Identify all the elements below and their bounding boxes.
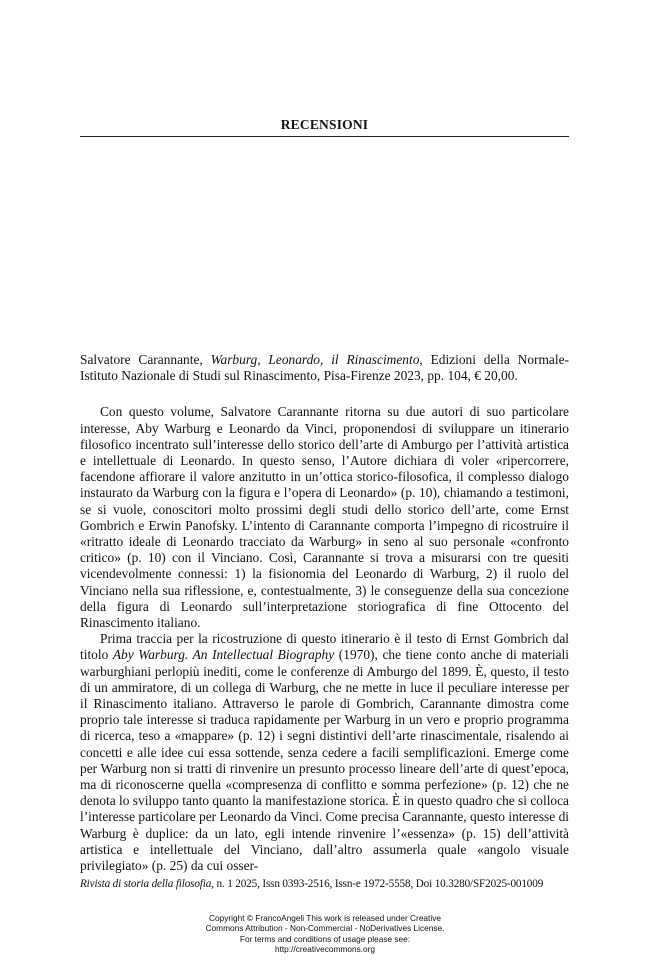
cited-work-title: Aby Warburg. An Intellectual Biography xyxy=(112,647,335,663)
copyright-notice xyxy=(160,913,490,954)
citation-publication-details: , Edizioni della Normale-Istituto Nazionale di Studi sul Rinascimento, Pisa-Firenze 2023, pp. 104, € 20,00. xyxy=(80,352,569,384)
review-body xyxy=(80,352,569,874)
section-header: RECENSIONI xyxy=(280,117,369,132)
book-citation xyxy=(80,352,569,384)
copyright-line-2: Commons Attribution - Non-Commercial - NoDerivatives License. xyxy=(205,923,445,934)
copyright-line-1: Copyright © FrancoAngeli This work is released under Creative xyxy=(209,913,441,923)
paragraph-1: Con questo volume, Salvatore Carannante ritorna su due autori di suo particolare interesse, Aby Warburg e Leonardo da Vinci, proponendosi di sviluppare un itinerario filosofico incentrato sull’interesse dello storico dell’arte di Amburgo per l’attività artistica e intellettuale di Leonardo. In questo senso, l’Autore dichiara di voler «ripercorrere, facendone affiorare il valore anzitutto in un’ottica storico-filosofica, il complesso dialogo instaurato da Warburg con la figura e l’opera di Leonardo» (p. 10), chiamando a testimoni, se si vuole, conoscitori molto prossimi degli studi dello storico dell’arte, come Ernst Gombrich e Erwin Panofsky. L’intento di Carannante comporta l’impegno di ricostruire il «ritratto ideale di Leonardo tracciato da Warburg» in seno al suo personale «confronto critico» (p. 10) con il Vinciano. Così, Carannante si trova a misurarsi con tre quesiti vicendevolmente connessi: 1) la fisionomia del Leonardo di Warburg, 2) il ruolo del Vinciano nella sua riflessione, e, contestualmente, 3) le conseguenze della sua concezione della figura di Leonardo sull’interpretazione storiografica di fine Ottocento del Rinascimento italiano. xyxy=(80,404,569,631)
citation-author: Salvatore Carannante, xyxy=(80,352,211,367)
paragraph-2-text-a: Prima traccia per la ricostruzione di questo itinerario è il testo di Ernst Gombrich dal titolo xyxy=(80,631,569,663)
paragraph-2 xyxy=(80,631,569,874)
journal-name: Rivista di storia della filosofia xyxy=(80,878,212,890)
header-rule xyxy=(80,136,569,137)
citation-book-title: Warburg, Leonardo, il Rinascimento xyxy=(210,352,420,367)
journal-footer xyxy=(80,878,569,890)
journal-details: , n. 1 2025, Issn 0393-2516, Issn-e 1972-5558, Doi 10.3280/SF2025-001009 xyxy=(211,878,544,890)
copyright-link[interactable]: http://creativecommons.org xyxy=(274,943,376,954)
copyright-line-3: For terms and conditions of usage please see: xyxy=(239,933,411,944)
paragraph-2-text-b: (1970), che tiene conto anche di materiali warburghiani perlopiù inediti, come le conferenze di Amburgo del 1899. È, questo, il testo di un ammiratore, di un collega di Warburg, che ne mette in luce il peculiare interesse per il Rinascimento italiano. Attraverso le parole di Gombrich, Carannante dimostra come proprio tale interesse si traduca rapidamente per Warburg in un vero e proprio programma di ricerca, teso a «mappare» (p. 12) i segni distintivi dell’arte rinascimentale, risalendo ai concetti e alle idee cui essa sottende, senza cedere a facili semplificazioni. Emerge come per Warburg non si tratti di rinvenire un presunto processo lineare dell’arte di quest’epoca, ma di riconoscerne quella «compresenza di conflitto e somma perfezione» (p. 12) che ne denota lo sviluppo tanto quanto la manifestazione storica. È in questo quadro che si colloca l’interesse particolare per Leonardo da Vinci. Come precisa Carannante, questo interesse di Warburg è duplice: da un lato, egli intende rinvenire l’«essenza» (p. 15) dell’attività artistica e intellettuale del Vinciano, dall’altro assumerla quale «angolo visuale privilegiato» (p. 25) da cui osser- xyxy=(80,647,570,874)
